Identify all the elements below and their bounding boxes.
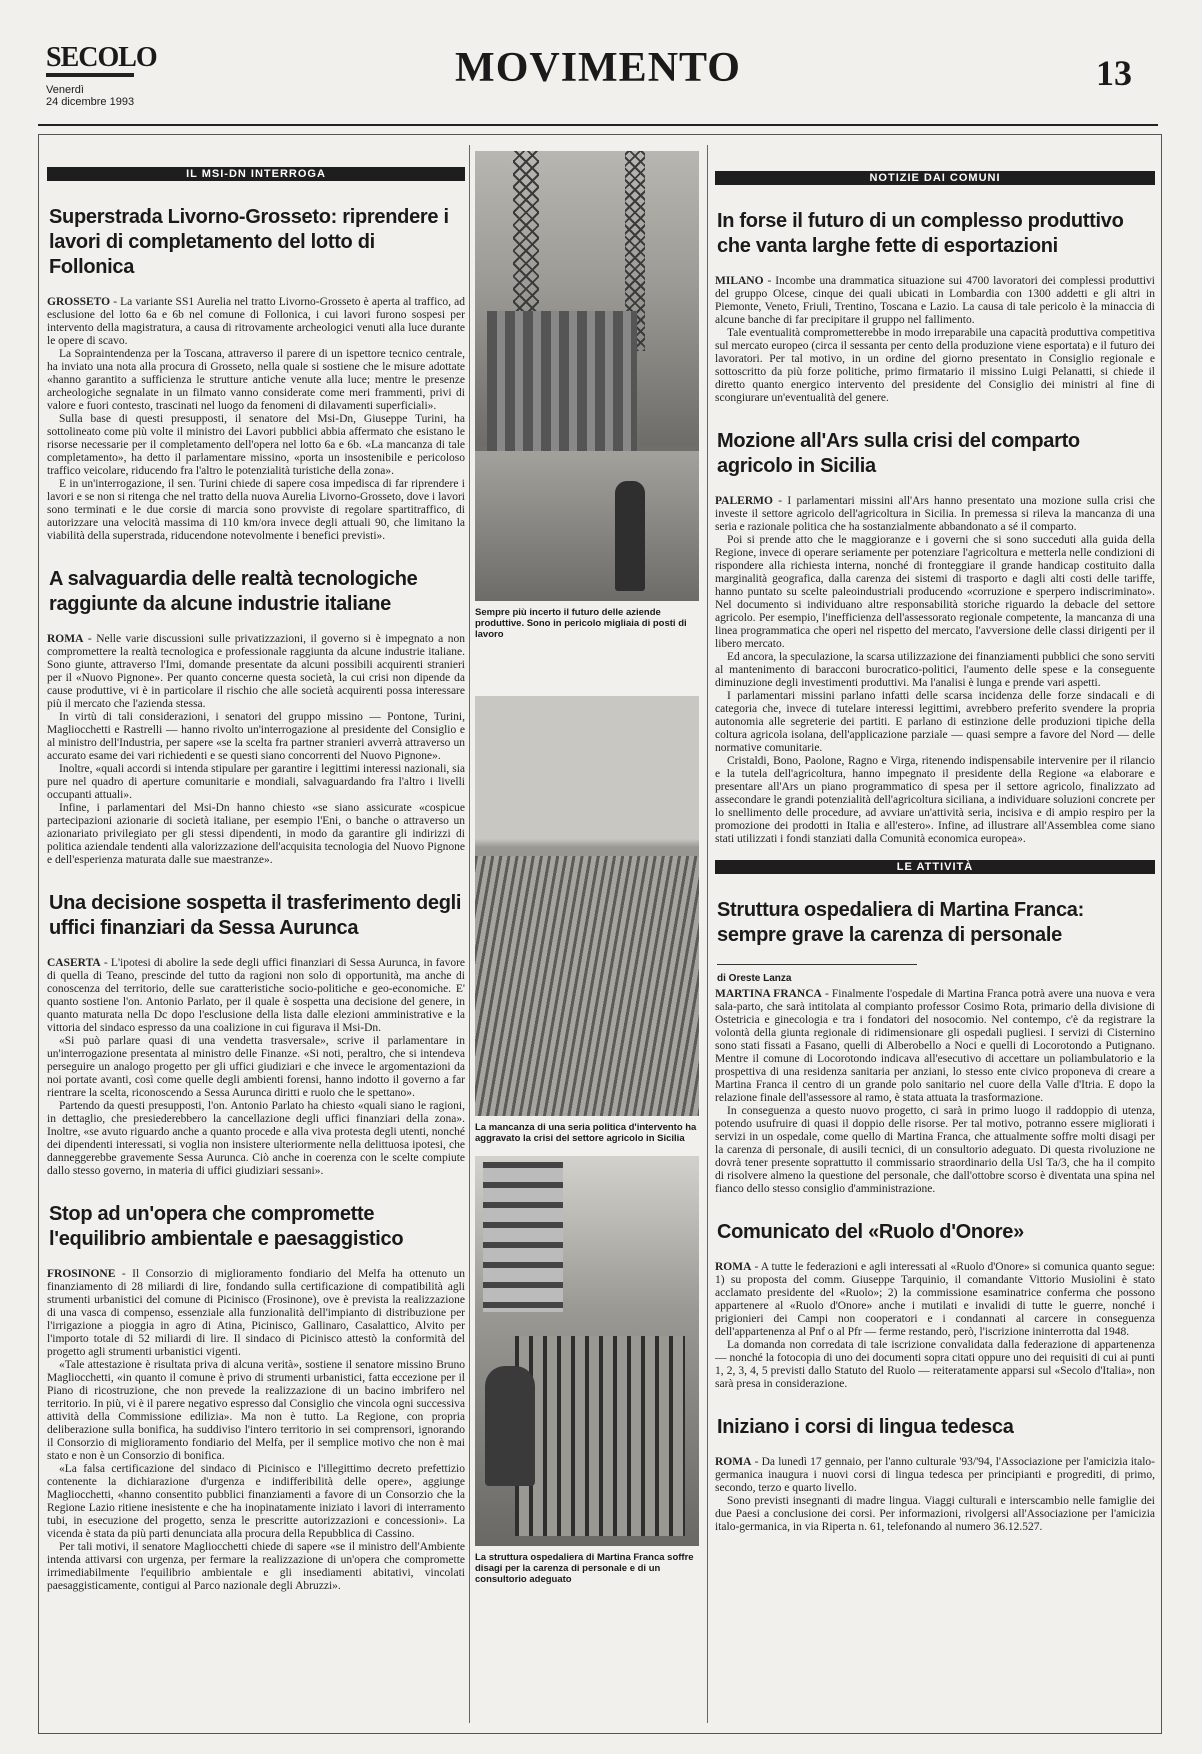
article-paragraph bbox=[715, 651, 1155, 690]
article-paragraph bbox=[47, 802, 465, 867]
article-paragraph bbox=[47, 1268, 465, 1359]
issue-day: Venerdì bbox=[46, 84, 84, 96]
paragraph-text: - Incombe una drammatica situazione sui 4700 lavoratori dei complessi produttivi del gruppo Olcese, cinque dei quali ubicati in Lombardia con 1300 addetti e gli altri in Piemonte, Veneto, Friuli, Trentino, Toscana e Lazio. La causa di tale pericolo è la minaccia di alcune banche di far precipitare il gruppo nel fallimento. bbox=[715, 275, 1155, 326]
masthead bbox=[38, 30, 1158, 126]
article-body bbox=[47, 296, 465, 543]
article-paragraph bbox=[47, 633, 465, 711]
paragraph-text: - A tutte le federazioni e agli interessati al «Ruolo d'Onore» si comunica quanto segue: 1) su proposta del comm. Giuseppe Tarquinio, il comandante Vittorio Musiolini è stato acclamato presidente del «Ruolo»; 2) la commissione esaminatrice conferma che possono appartenere al «Ruolo d'Onore» anche i mutilati e invalidi di tutte le guerre, nonché i prigionieri dei Campi non cooperatori e i condannati al carcere in conseguenza dell'appartenenza al Pnf o al Pfr — ferme restando, però, l'iscrizione ininterrotta dal 1948. bbox=[715, 1261, 1155, 1338]
paragraph-text: - La variante SS1 Aurelia nel tratto Livorno-Grosseto è aperta al traffico, ad esclusione del lotto 6a e 6b nel comune di Follonica, i cui lavori furono sospesi per intervento della magistratura, a causa di ritrovamente archeologici venuti alla luce durante le opere di scavo. bbox=[47, 296, 465, 347]
article bbox=[47, 205, 465, 543]
article bbox=[715, 429, 1155, 846]
article-paragraph bbox=[47, 1100, 465, 1178]
article-paragraph bbox=[715, 534, 1155, 651]
photo-caption: La struttura ospedaliera di Martina Franca soffre disagi per la carenza di personale e di un consultorio adeguato bbox=[475, 1552, 694, 1585]
paragraph-text: «Tale attestazione è risultata priva di alcuna verità», sostiene il senatore missino Bruno Magliocchetti, «in quanto il comune è privo di strumenti urbanistici, fatta eccezione per il Piano di ricostruzione, che non prevede la realizzazione di un bacino imbrifero nel territorio. In più, vi è il parere negativo espresso dal Consiglio che vincola ogni successiva attività della Commissione edilizia». Ma non è tutto. La Regione, con propria deliberazione sulla bonifica, ha suddiviso l'intero territorio in sei comprensori, ignorando il Consorzio di miglioramento fondiario del Melfa, per il semplice motivo che non è mai stato e non è un Consorzio di bonifica. bbox=[47, 1359, 465, 1462]
dateline-city: FROSINONE bbox=[47, 1268, 116, 1280]
column-rule bbox=[469, 145, 470, 1723]
content-frame bbox=[38, 134, 1162, 1734]
paragraph-text: - Finalmente l'ospedale di Martina Franca potrà avere una nuova e vera sala-parto, che sarà intitolata al compianto professor Cosimo Rota, primario della divisione di Ostetricia e ginecologia e tra i fondatori del nosocomio. Nel contempo, c'è da registrare la volontà della giunta regionale di ridimensionare gli ospedali pugliesi. I servizi di Cisternino sono stati fissati a Fasano, quelli di Alberobello a Noci e quelli di Locorotondo a Putignano. Mentre il comune di Locorotondo indicava all'esecutivo di accettare un poliambulatorio e la prospettiva di una residenza sanitaria per anziani, lo stesso ente civico proponeva di creare a Martina Franca il centro di un grande polo sanitario nel cuore della Valle d'Itria. E dopo la relazione finale dell'assessore al ramo, è stata attuata la trasformazione. bbox=[715, 988, 1155, 1104]
article-paragraph bbox=[715, 1456, 1155, 1495]
article-headline: Mozione all'Ars sulla crisi del comparto agricolo in Sicilia bbox=[717, 430, 1080, 477]
article-paragraph bbox=[47, 1035, 465, 1100]
paragraph-text: In conseguenza a questo nuovo progetto, ci sarà in primo luogo il raddoppio di utenza, potendo usufruire di quasi il doppio delle risorse. Per tal motivo, potranno essere migliorati i servizi in un ospedale, come quello di Martina Franca, che attualmente soffre molti disagi per la carenza di personale, di ausili tecnici, di un consultorio adeguato. Di questa rivoluzione ne dovrà tener presente soprattutto il commissario straordinario della Usl Ta/3, che ha il compito di risolvere almeno la questione del personale, che dall'ottobre scorso è diventata una spina nel fianco dello stesso consiglio d'amministrazione. bbox=[715, 1105, 1155, 1195]
article-paragraph bbox=[47, 1541, 465, 1593]
paragraph-text: In virtù di tali considerazioni, i senatori del gruppo missino — Pontone, Turini, Magliocchetti e Rastrelli — hanno rivolto un'interrogazione al presidente del Consiglio e al ministro dell'Industria, per sapere «se la scelta fra partner stranieri avverrà attraverso un accurato esame dei vari richiedenti e se questi siano concorrenti del Nuovo Pignone». bbox=[47, 711, 465, 762]
paragraph-text: - Da lunedì 17 gennaio, per l'anno culturale '93/'94, l'Associazione per l'amicizia italo-germanica inaugura i nuovi corsi di lingua tedesca per principianti e progrediti, di primo, secondo, terzo e quarto livello. bbox=[715, 1456, 1155, 1494]
paragraph-text: Poi si prende atto che le maggioranze e i governi che si sono succeduti alla guida della Regione, invece di operare seriamente per potenziare l'agricoltura e metterla nelle condizioni di rispondere alla richiesta interna, nonché di fronteggiare il grande handicap costituito dalla marginalità geografica, dalla carenza dei sistemi di trasporto e dagli alti costi delle tariffe, hanno puntato su scelte paleoindustriali producendo «corruzione e sperpero indiscriminato». Nel documento si individuano altre responsabilità storiche riguardo la debacle del settore agricolo. Per esempio, l'inefficienza dell'assessorato regionale competente, la mancanza di una linea programmatica che operi nel rispetto del mercato, l'avversione delle classi dirigenti per il libero mercato. bbox=[715, 534, 1155, 650]
article-paragraph bbox=[715, 1495, 1155, 1534]
paragraph-text: La Sopraintendenza per la Toscana, attraverso il parere di un ispettore tecnico centrale, ha inviato una nota alla procura di Grosseto, nella quale si sostiene che le misure adottate «hanno garantito a sufficienza le strutture antiche venute alla luce; mentre le presenze archeologiche segnalate in un filmato vanno considerate come meri frammenti, privi di valore e fuori contesto, trascinati nel luogo da fenomeni di dilavamenti superficiali». bbox=[47, 348, 465, 412]
article-body bbox=[47, 957, 465, 1178]
paragraph-text: E in un'interrogazione, il sen. Turini chiede di sapere cosa impedisca di far riprendere i lavori e se non si ritenga che nel tratto della nuova Aurelia Livorno-Grosseto, dove i lavori sono terminati e le due corsie di marcia sono provviste di regolare spartitraffico, di autorizzare una velocità massima di 110 km/ora invece degli attuali 90, che limitano la viabilità della superstrada, riducendone notevolmente i benefici previsti». bbox=[47, 478, 465, 542]
rubric: IL MSI-DN INTERROGA bbox=[47, 167, 465, 181]
paragraph-text: Tale eventualità comprometterebbe in modo irreparabile una capacità produttiva competitiva sul mercato europeo (circa il sessanta per cento della produzione viene esportata) e il futuro dei lavoratori. Per tal motivo, in un ordine del giorno presentato in Consiglio regionale e sottoscritto da più forze politiche, primo firmatario il missino Luigi Pelanatti, si chiede il diretto quanto energico intervento del presidente del Consiglio dei ministri al fine di scongiurare un'eventualità del genere. bbox=[715, 327, 1155, 404]
column-rule bbox=[707, 145, 708, 1723]
article-paragraph bbox=[47, 957, 465, 1035]
article-headline: Una decisione sospetta il trasferimento degli uffici finanziari da Sessa Aurunca bbox=[49, 892, 462, 939]
photo-caption: La mancanza di una seria politica d'intervento ha aggravato la crisi del settore agricolo in Sicilia bbox=[475, 1122, 697, 1144]
paragraph-text: Partendo da questi presupposti, l'on. Antonio Parlato ha chiesto «quali siano le ragioni, in dettaglio, che presiederebbero la cancellazione degli uffici finanziari della zona». Inoltre, «se avuto riguardo anche a quanto procede e alla viva protesta degli utenti, nonché dei dipendenti interessati, si voglia non insistere ulteriormente nella delittuosa ipotesi, che danneggerebbe gravemente Sessa Aurunca. Ciò anche in coerenza con le scelte compiute dallo stesso governo, in materia di uffici giudiziari sessani». bbox=[47, 1100, 465, 1177]
article bbox=[47, 1202, 465, 1593]
article-body bbox=[715, 495, 1155, 846]
article bbox=[47, 891, 465, 1178]
article-body bbox=[47, 1268, 465, 1593]
article-paragraph bbox=[47, 1359, 465, 1463]
article-paragraph bbox=[47, 1463, 465, 1541]
left-column bbox=[47, 135, 465, 1733]
paragraph-text: - L'ipotesi di abolire la sede degli uffici finanziari di Sessa Aurunca, in favore di quella di Teano, prescinde del tutto da ragioni non solo di opportunità, ma anche di conoscenza del territorio, delle sue caratteristiche socio-politiche e geo-economiche. E' quanto sostiene l'on. Antonio Parlato, per il quale è sospetta una decisione del genere, in quanto maturata nella Dc dopo l'esclusione della lista dalle elezioni amministrative e la vittoria del sindaco espresso da una coalizione in cui figurava il Msi-Dn. bbox=[47, 957, 465, 1034]
dateline-city: MILANO bbox=[715, 275, 764, 287]
article-paragraph bbox=[715, 275, 1155, 327]
article-paragraph bbox=[47, 348, 465, 413]
photo-agricultural-field bbox=[475, 696, 699, 1116]
article bbox=[715, 209, 1155, 405]
dateline-city: ROMA bbox=[715, 1261, 752, 1273]
article-paragraph bbox=[47, 763, 465, 802]
article-paragraph bbox=[715, 1339, 1155, 1391]
paragraph-text: - I parlamentari missini all'Ars hanno presentato una mozione sulla crisi che investe il settore agricolo dell'agricoltura in Sicilia. In premessa si rileva la mancanza di una seria e razionale politica che ha sostanzialmente abbandonato a sé il comparto. bbox=[715, 495, 1155, 533]
right-column bbox=[715, 135, 1155, 1733]
newspaper-logo: SECOLO bbox=[46, 42, 157, 73]
paragraph-text: «La falsa certificazione del sindaco di Picinisco e l'illegittimo decreto prefettizio contenente la dichiarazione d'urgenza e indifferibilità delle opere», aggiunge Magliocchetti, «hanno consentito pubblici finanziamenti a favore di un Consorzio che la Regione Lazio ritiene inesistente e che ha inopinatamente iniziato i lavori di interramento tubi, in esecuzione del progetto, senza le prescritte autorizzazioni e concessioni». La vicenda è stata da più parti denunciata alla procura della Repubblica di Cassino. bbox=[47, 1463, 465, 1540]
article-paragraph bbox=[715, 495, 1155, 534]
rubric: LE ATTIVITÀ bbox=[715, 860, 1155, 874]
paragraph-text: «Si può parlare quasi di una vendetta trasversale», scrive il parlamentare in un'interrogazione presentata al ministro delle Finanze. «Si noti, peraltro, che si intendeva perseguire un analogo progetto per gli uffici giudiziari e che invece le argomentazioni da noi portate avanti, così come quelle degli ambienti forensi, hanno indotto il governo a far rientrare la scelta, riconoscendo a Sessa Aurunca diritti e ruolo che le spettano». bbox=[47, 1035, 465, 1099]
paragraph-text: Sulla base di questi presupposti, il senatore del Msi-Dn, Giuseppe Turini, ha sottolineato come più volte il ministro dei Lavori pubblici abbia affermato che esistano le risorse necessarie per il completamento dell'opera nel lotto 6a e 6b. «La mancanza di tale completamento», ha detto il parlamentare missino, «porta un insostenibile e pericoloso traffico veicolare, riducendo fra l'altro le potenzialità turistiche della zona». bbox=[47, 413, 465, 477]
photo-hospital-equipment bbox=[475, 1156, 699, 1546]
article-list bbox=[715, 209, 1155, 846]
article-paragraph bbox=[715, 755, 1155, 846]
article bbox=[715, 1220, 1155, 1391]
article-list bbox=[715, 898, 1155, 1534]
article-body bbox=[715, 1456, 1155, 1534]
section-title: MOVIMENTO bbox=[455, 45, 741, 91]
paragraph-text: Inoltre, «quali accordi si intenda stipulare per garantire i legittimi interessi nazionali, sia pure nel quadro di aperture comunitarie e mondiali, salvaguardando fra l'altro i livelli occupanti attuali». bbox=[47, 763, 465, 801]
page-number: 13 bbox=[1096, 53, 1132, 93]
article-body bbox=[47, 633, 465, 867]
article-paragraph bbox=[715, 1261, 1155, 1339]
paragraph-text: Infine, i parlamentari del Msi-Dn hanno chiesto «se siano assicurate «cospicue partecipazioni azionarie di società italiane, per esempio l'Eni, o banche o attraverso un azionariato privilegiato per gli stessi dipendenti, in modo da garantire gli indirizzi di politica aziendale tendenti alla valorizzazione dell'acquisita tecnologia del Nuovo Pignone e dell'esperienza maturata dalle sue maestranze». bbox=[47, 802, 465, 866]
article-paragraph bbox=[47, 296, 465, 348]
article-headline: Iniziano i corsi di lingua tedesca bbox=[717, 1416, 1014, 1438]
rubric: NOTIZIE DAI COMUNI bbox=[715, 171, 1155, 185]
article-headline: Superstrada Livorno-Grosseto: riprendere i lavori di completamento del lotto di Follonica bbox=[49, 206, 449, 278]
paragraph-text: - Il Consorzio di miglioramento fondiario del Melfa ha ottenuto un finanziamento di 28 miliardi di lire, fondando sulla certificazione di compatibilità agli strumenti urbanistici del comune di Picinisco (Frosinone), ove è prevista la realizzazione di una vasca di compenso, essenziale alla funzionalità dell'impianto di distribuzione per l'irrigazione a pioggia in agro di Atina, Picinisco, Gallinaro, Casalattico, Alvito per l'importo totale di 52 miliardi di lire. Il sindaco di Picinisco attestò la conformità del progetto agli strumenti urbanistici vigenti. bbox=[47, 1268, 465, 1358]
article-body bbox=[715, 988, 1155, 1196]
paragraph-text: Sono previsti insegnanti di madre lingua. Viaggi culturali e interscambio nelle famiglie dei due Paesi a conclusione dei corsi. Per informazioni, rivolgersi all'Associazione per l'amicizia italo-germanica, in via Riperta n. 61, telefonando al numero 36.12.527. bbox=[715, 1495, 1155, 1533]
article bbox=[715, 898, 1155, 1196]
dateline-city: ROMA bbox=[715, 1456, 752, 1468]
dateline-city: GROSSETO bbox=[47, 296, 111, 308]
paragraph-text: - Nelle varie discussioni sulle privatizzazioni, il governo si è impegnato a non compromettere la realtà tecnologica e professionale raggiunta da alcune industrie italiane. Sono giunte, attraverso l'Imi, domande presentate da alcuni possibili acquirenti stranieri per il «Nuovo Pignone». Per quanto concerne questa società, la cui crisi non dipende da cause produttive, vi è in particolare il rischio che alle società acquirenti possa interessare più il mercato che l'azienda stessa. bbox=[47, 633, 465, 710]
paragraph-text: Ed ancora, la speculazione, la scarsa utilizzazione dei finanziamenti pubblici che sono serviti al mantenimento di baracconi burocratico-politici, l'aumento delle spese e la conseguente diminuzione degli investimenti produttivi. Ma l'analisi è lunga e prende vari aspetti. bbox=[715, 651, 1155, 689]
photo-industrial-crane bbox=[475, 151, 699, 601]
article-headline: A salvaguardia delle realtà tecnologiche raggiunte da alcune industrie italiane bbox=[49, 568, 418, 615]
article-paragraph bbox=[715, 1105, 1155, 1196]
article-paragraph bbox=[47, 711, 465, 763]
paragraph-text: Per tali motivi, il senatore Magliocchetti chiede di sapere «se il ministro dell'Ambiente intenda attivarsi con urgenza, per fermare la realizzazione di un'opera che compromette irrimediabilmente l'equilibrio ambientale e gli insediamenti abitativi, vincolati paesaggisticamente, contigui al Parco nazionale degli Abruzzi». bbox=[47, 1541, 465, 1592]
paragraph-text: I parlamentari missini parlano infatti delle scarsa incidenza delle forze sindacali e di categoria che, invece di tutelare interessi legittimi, avrebbero preferito svendere la propria autonomia alle segreterie dei partiti. E parlano di estinzione delle produzioni tipiche della coltura agricola isolana, dell'applicazione parziale — quasi sempre a favore del Nord — delle normative comunitarie. bbox=[715, 690, 1155, 754]
issue-date: 24 dicembre 1993 bbox=[46, 96, 135, 108]
article-paragraph bbox=[715, 988, 1155, 1105]
article-byline: di Oreste Lanza bbox=[717, 964, 917, 984]
photo-caption: Sempre più incerto il futuro delle aziende produttive. Sono in pericolo migliaia di posti di lavoro bbox=[475, 607, 687, 640]
article-headline: In forse il futuro di un complesso produttivo che vanta larghe fette di esportazioni bbox=[717, 210, 1124, 257]
article-body bbox=[715, 1261, 1155, 1391]
dateline-city: CASERTA bbox=[47, 957, 101, 969]
paragraph-text: Cristaldi, Bono, Paolone, Ragno e Virga, ritenendo indispensabile intervenire per il rilancio e la tutela dell'agricoltura, hanno impegnato il presidente della Regione «a elaborare e presentare all'Ars un piano programmatico di spesa per il settore agricolo, finalizzato ad assecondare le grandi potenzialità dell'agricoltura siciliana, a individuare soluzioni concrete per lo snellimento delle procedure, ad avviare un'attività seria, incisiva e di ampio respiro per la promozione dei prodotti in Italia e all'estero». Infine, ad illustrare all'Assemblea come siano stati utilizzati i fondi stanziati dalla Comunità economica europea». bbox=[715, 755, 1155, 845]
article-paragraph bbox=[715, 327, 1155, 405]
middle-column bbox=[475, 135, 699, 1733]
article-paragraph bbox=[47, 413, 465, 478]
paragraph-text: La domanda non corredata di tale iscrizione convalidata dalla federazione di appartenenza — nonché la fotocopia di uno dei documenti sopra citati oppure uno dei requisiti di cui ai punti 1, 2, 3, 4, 5 previsti dallo Statuto del Ruolo — reiteratamente apparsi sul «Secolo d'Italia», non sarà presa in considerazione. bbox=[715, 1339, 1155, 1390]
article-paragraph bbox=[47, 478, 465, 543]
article-headline: Struttura ospedaliera di Martina Franca: sempre grave la carenza di personale bbox=[717, 899, 1084, 946]
dateline-city: MARTINA FRANCA bbox=[715, 988, 822, 1000]
article bbox=[47, 567, 465, 867]
article-body bbox=[715, 275, 1155, 405]
dateline-city: PALERMO bbox=[715, 495, 773, 507]
article-headline: Comunicato del «Ruolo d'Onore» bbox=[717, 1221, 1024, 1243]
article-list bbox=[47, 205, 465, 1593]
article-headline: Stop ad un'opera che compromette l'equilibrio ambientale e paesaggistico bbox=[49, 1203, 404, 1250]
article-paragraph bbox=[715, 690, 1155, 755]
article bbox=[715, 1415, 1155, 1534]
dateline-city: ROMA bbox=[47, 633, 84, 645]
